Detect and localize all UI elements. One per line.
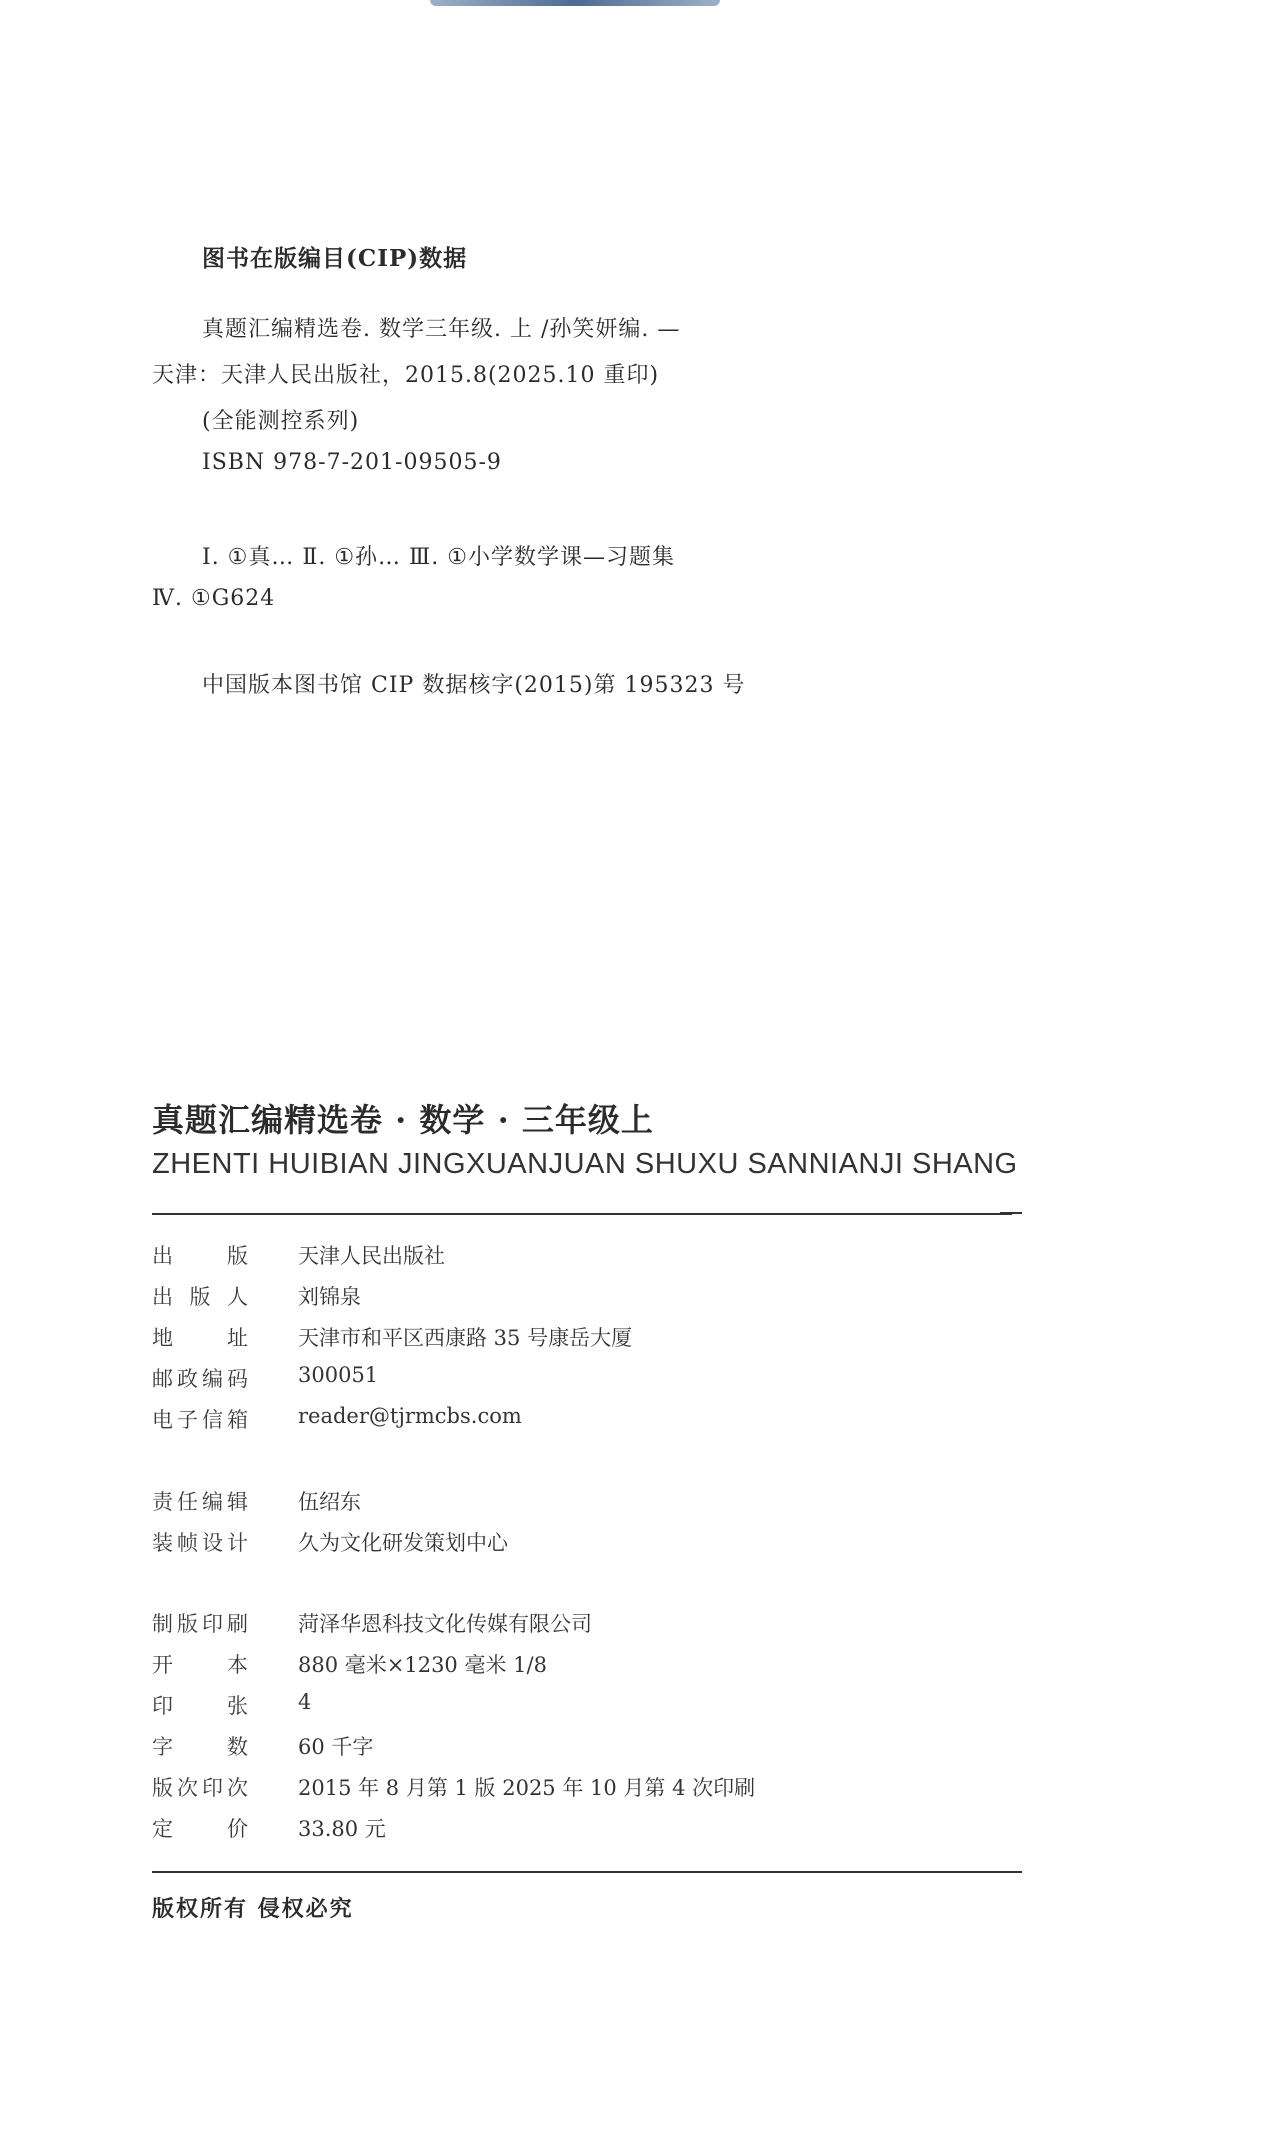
cip-line-publisher: 天津：天津人民出版社，2015.8(2025.10 重印) [152,363,660,388]
bottom-rule [152,1871,1022,1873]
cip-line-series: (全能测控系列) [202,409,360,434]
info-label: 出版人 [152,1285,248,1309]
info-value: reader@tjrmcbs.com [298,1404,522,1428]
info-label: 地址 [152,1326,248,1350]
info-label: 版次印次 [152,1776,248,1800]
top-edge-decoration [430,0,720,6]
info-value: 880 毫米×1230 毫米 1/8 [298,1653,547,1677]
cip-line-record-number: 中国版本图书馆 CIP 数据核字(2015)第 195323 号 [202,673,746,698]
info-value: 2015 年 8 月第 1 版 2025 年 10 月第 4 次印刷 [298,1776,756,1800]
info-value: 300051 [298,1363,379,1387]
info-value: 4 [298,1690,312,1714]
info-label: 制版印刷 [152,1612,248,1636]
book-pinyin-title: ZHENTI HUIBIAN JINGXUANJUAN SHUXU SANNIANJI SHANG [152,1148,1018,1180]
info-label: 定价 [152,1817,248,1841]
info-label: 印张 [152,1694,248,1718]
info-label: 开本 [152,1653,248,1677]
cip-line-isbn: ISBN 978-7-201-09505-9 [202,450,502,475]
info-label: 电子信箱 [152,1408,248,1432]
info-label: 责任编辑 [152,1490,248,1514]
info-value: 伍绍东 [298,1490,361,1514]
info-value: 菏泽华恩科技文化传媒有限公司 [298,1612,592,1636]
info-label: 出版 [152,1244,248,1268]
info-value: 天津人民出版社 [298,1244,445,1268]
cip-line-title: 真题汇编精选卷. 数学三年级. 上 /孙笑妍编. — [202,317,681,342]
info-value: 60 千字 [298,1735,374,1759]
top-rule-end-dash [1000,1212,1022,1214]
info-label: 邮政编码 [152,1367,248,1391]
info-value: 天津市和平区西康路 35 号康岳大厦 [298,1326,633,1350]
copyright-notice: 版权所有 侵权必究 [152,1896,354,1922]
cip-line-classification: Ⅰ. ①真… Ⅱ. ①孙… Ⅲ. ①小学数学课—习题集 [202,545,675,570]
info-label: 装帧设计 [152,1531,248,1555]
book-title: 真题汇编精选卷 · 数学 · 三年级上 [152,1101,654,1139]
top-rule [152,1213,1012,1215]
info-value: 久为文化研发策划中心 [298,1531,508,1555]
info-label: 字数 [152,1735,248,1759]
info-value: 33.80 元 [298,1817,386,1841]
info-value: 刘锦泉 [298,1285,361,1309]
cip-line-clc: Ⅳ. ①G624 [152,586,276,611]
cip-heading: 图书在版编目(CIP)数据 [202,245,468,272]
